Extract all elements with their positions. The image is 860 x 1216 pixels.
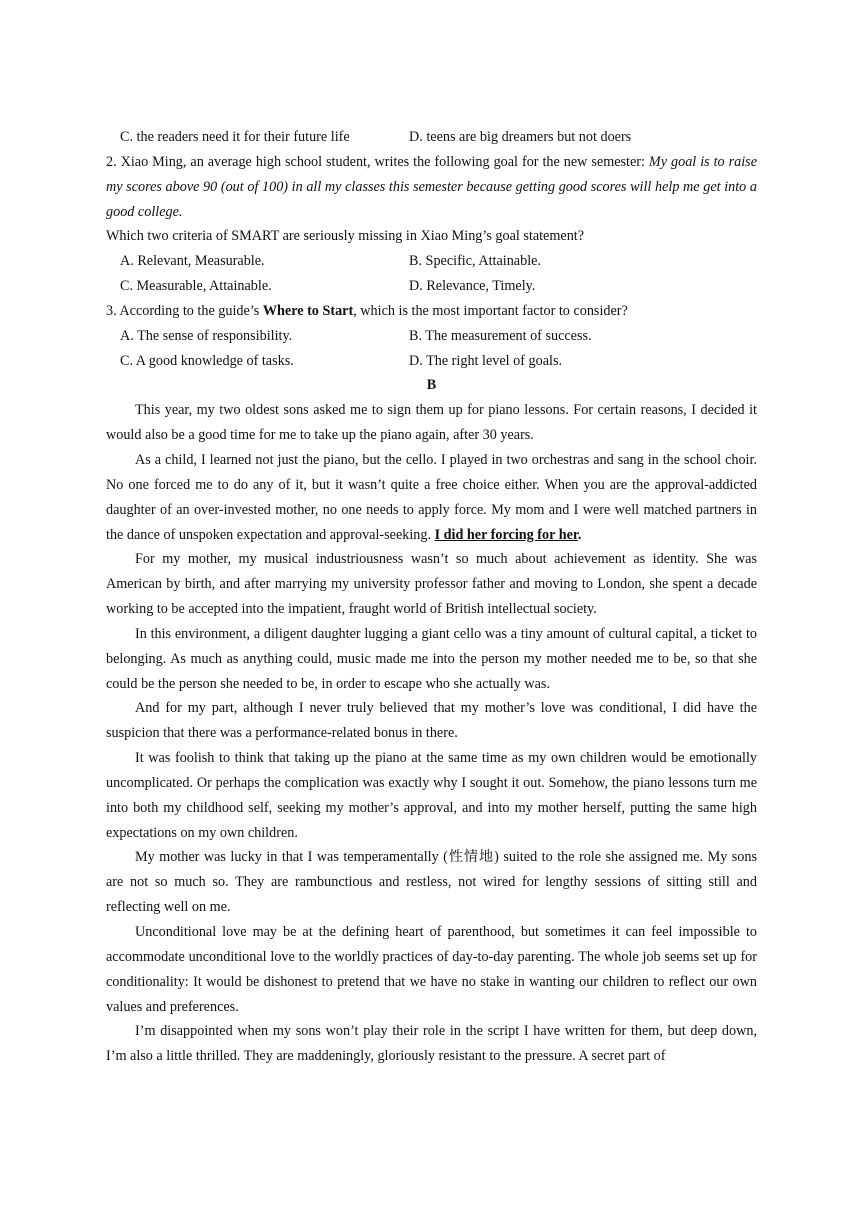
q3-post: , which is the most important factor to consider? bbox=[353, 302, 628, 319]
q2-option-d: D. Relevance, Timely. bbox=[409, 278, 536, 295]
q3-options-row-ab bbox=[106, 324, 757, 349]
q3-option-c: C. A good knowledge of tasks. bbox=[120, 352, 294, 369]
q1-option-d: D. teens are big dreamers but not doers bbox=[409, 129, 632, 145]
q2-stem bbox=[106, 150, 757, 225]
q3-options-row-cd bbox=[106, 349, 757, 374]
passage-paragraph-9: I’m disappointed when my sons won’t play their role in the script I have written for them, but deep down, I’m also a little thrilled. They are maddeningly, gloriously resistant to the pressure. A secret part of bbox=[106, 1023, 757, 1065]
exam-page bbox=[106, 125, 757, 1069]
q1-options-row-cd bbox=[106, 125, 757, 150]
q3-option-b: B. The measurement of success. bbox=[409, 327, 592, 344]
q3-stem bbox=[106, 299, 757, 324]
q2-goal-quote: My goal is to raise my scores above 90 (out of 100) in all my classes this semester because getting good scores will help me get into a good college. bbox=[106, 153, 757, 220]
passage-paragraph-5: And for my part, although I never truly believed that my mother’s love was conditional, I did have the suspicion that there was a performance-related bonus in there. bbox=[106, 700, 757, 742]
q2-lead: 2. Xiao Ming, an average high school student, writes the following goal for the new semester: bbox=[106, 153, 649, 170]
passage-paragraph-2-text: As a child, I learned not just the piano, but the cello. I played in two orchestras and sang in the school choir. No one forced me to do any of it, but it wasn’t quite a free choice either. When you are the approval-addicted daughter of an over-invested mother, no one needs to apply force. My mom and I were well matched partners in the dance of unspoken expectation and approval-seeking. bbox=[106, 451, 757, 543]
q3-option-d: D. The right level of goals. bbox=[409, 352, 563, 369]
passage-paragraph-1: This year, my two oldest sons asked me to sign them up for piano lessons. For certain reasons, I decided it would also be a good time for me to take up the piano again, after 30 years. bbox=[106, 402, 757, 444]
q2-option-c: C. Measurable, Attainable. bbox=[120, 278, 272, 295]
q3-option-a: A. The sense of responsibility. bbox=[120, 327, 293, 344]
q2-options-row-ab bbox=[106, 249, 757, 274]
underlined-sentence-period: . bbox=[577, 526, 582, 543]
passage-paragraph-6: It was foolish to think that taking up the piano at the same time as my own children would be emotionally uncomplicated. Or perhaps the complication was exactly why I sought it out. Somehow, the piano lessons turn me into both my childhood self, seeking my mother’s approval, and into my mother herself, putting the same high expectations on my own children. bbox=[106, 750, 757, 841]
passage-paragraph-3: For my mother, my musical industriousness wasn’t so much about achievement as identity. She was American by birth, and after marrying my university professor father and moving to London, she spent a decade working to be accepted into the impatient, fraught world of British intellectual society. bbox=[106, 551, 757, 618]
passage-paragraph-8: Unconditional love may be at the defining heart of parenthood, but sometimes it can feel impossible to accommodate unconditional love to the worldly practices of day-to-day parenting. The whole job seems set up for conditionality: It would be dishonest to pretend that we have no stake in wanting our children to reflect our own values and preferences. bbox=[106, 924, 757, 1015]
q1-option-c: C. the readers need it for their future life bbox=[120, 129, 350, 145]
section-heading: B bbox=[426, 377, 437, 394]
q2-option-b: B. Specific, Attainable. bbox=[409, 253, 541, 270]
underlined-sentence: I did her forcing for her bbox=[434, 526, 578, 543]
q3-pre: 3. According to the guide’s bbox=[106, 302, 263, 319]
passage-paragraph-7: My mother was lucky in that I was temperamentally (性情地) suited to the role she assigned me. My sons are not so much so. They are rambunctious and restless, not wired for lengthy sessions of sitting still and reflecting well on me. bbox=[106, 849, 757, 916]
q2-options-row-cd bbox=[106, 274, 757, 299]
q2-question: Which two criteria of SMART are seriously missing in Xiao Ming’s goal statement? bbox=[106, 228, 585, 245]
passage-paragraph-4: In this environment, a diligent daughter lugging a giant cello was a tiny amount of cultural capital, a ticket to belonging. As much as anything could, music made me into the person my mother needed me to be, so that she could be the person she needed to be, in order to escape who she actually was. bbox=[106, 625, 757, 692]
q2-option-a: A. Relevant, Measurable. bbox=[120, 253, 265, 270]
passage-paragraph-2 bbox=[106, 448, 757, 547]
q3-bold-term: Where to Start bbox=[262, 302, 354, 319]
